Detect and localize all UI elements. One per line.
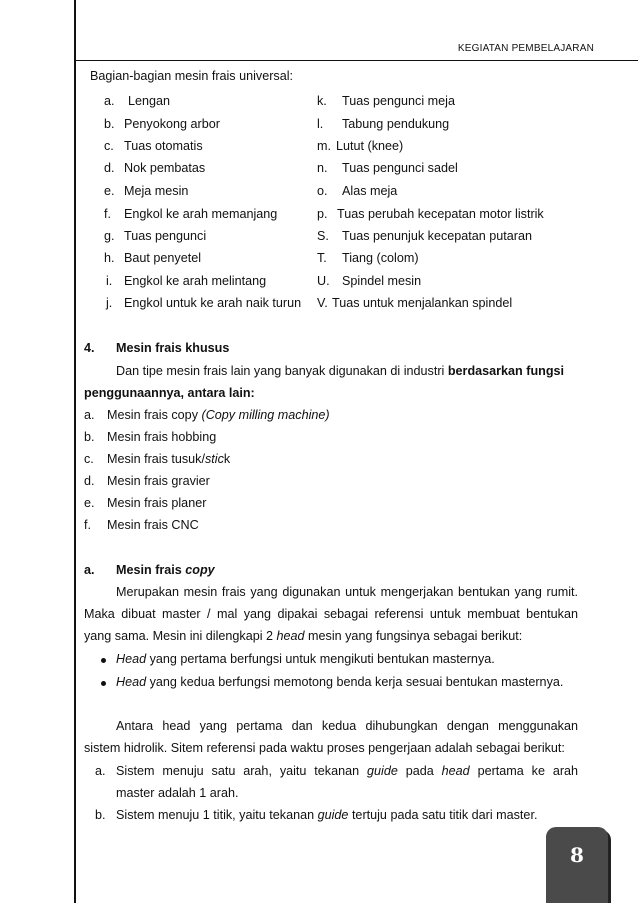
- list-item-text: Mesin frais tusuk/: [107, 452, 205, 466]
- part-letter: l.: [317, 117, 324, 131]
- parts-intro: Bagian-bagian mesin frais universal:: [90, 69, 294, 83]
- part-item: Engkol untuk ke arah naik turun: [124, 296, 302, 310]
- list-item-text: k: [223, 452, 231, 466]
- part-letter: d.: [104, 161, 115, 175]
- paragraph-emphasis: berdasarkan fungsi: [447, 364, 565, 378]
- sublist-italic: head: [441, 764, 470, 778]
- bullet-icon: [101, 658, 106, 663]
- paragraph-line: Merupakan mesin frais yang digunakan untuk mengerjakan bentukan yang rumit.: [116, 585, 578, 599]
- paragraph-line: Antara head yang pertama dan kedua dihubungkan dengan menggunakan: [116, 719, 578, 733]
- paragraph-line: sistem hidrolik. Sitem referensi pada waktu proses pengerjaan adalah sebagai berikut:: [84, 741, 565, 755]
- paragraph-text: Dan tipe mesin frais lain yang banyak digunakan di industri: [116, 364, 445, 378]
- bullet-item: [116, 652, 495, 666]
- sublist-text: Sistem menuju 1 titik, yaitu tekanan: [116, 808, 315, 822]
- list-letter: e.: [84, 496, 95, 510]
- part-letter: i.: [106, 274, 113, 288]
- part-item: Engkol ke arah melintang: [124, 274, 267, 288]
- part-letter: b.: [104, 117, 115, 131]
- subsection-letter: a.: [84, 563, 95, 577]
- subsection-title-text: Mesin frais: [116, 563, 182, 577]
- sublist-item-continued: master adalah 1 arah.: [116, 786, 239, 800]
- page-number: 8: [570, 843, 584, 867]
- part-letter: S.: [317, 229, 329, 243]
- bullet-italic: Head: [116, 675, 147, 689]
- paragraph-line: Maka dibuat master / mal yang dipakai sebagai referensi untuk membuat bentukan: [84, 607, 578, 621]
- part-letter: p.: [317, 207, 328, 221]
- page-number-tab: [546, 827, 608, 903]
- paragraph-text: yang sama. Mesin ini dilengkapi 2: [84, 629, 274, 643]
- part-letter: k.: [317, 94, 327, 108]
- paragraph-line: [116, 364, 564, 378]
- part-item: Tuas otomatis: [124, 139, 203, 153]
- list-letter: f.: [84, 518, 91, 532]
- part-item: Tuas perubah kecepatan motor listrik: [337, 207, 544, 221]
- paragraph-italic: head: [276, 629, 305, 643]
- sublist-item: [116, 808, 537, 822]
- sublist-letter: a.: [95, 764, 106, 778]
- part-letter: m.: [317, 139, 331, 153]
- part-item: Tuas pengunci meja: [342, 94, 455, 108]
- list-item: Mesin frais planer: [107, 496, 207, 510]
- list-item-text: Mesin frais copy: [107, 408, 198, 422]
- list-item: [107, 408, 330, 422]
- section-title: Mesin frais khusus: [116, 341, 230, 355]
- list-item: Mesin frais gravier: [107, 474, 210, 488]
- subsection-title-italic: copy: [185, 563, 215, 577]
- part-letter: g.: [104, 229, 115, 243]
- subsection-title: [116, 563, 215, 577]
- part-letter: f.: [104, 207, 111, 221]
- sublist-italic: guide: [367, 764, 398, 778]
- part-item: Alas meja: [342, 184, 398, 198]
- part-letter: T.: [317, 251, 327, 265]
- part-item: Spindel mesin: [342, 274, 422, 288]
- paragraph-emphasis: penggunaannya, antara lain:: [84, 386, 255, 400]
- paragraph-line: [84, 629, 522, 643]
- part-item: Tuas pengunci: [124, 229, 207, 243]
- part-letter: j.: [106, 296, 113, 310]
- part-item: Tuas penunjuk kecepatan putaran: [342, 229, 532, 243]
- part-letter: a.: [104, 94, 115, 108]
- part-letter: n.: [317, 161, 328, 175]
- header-rule: [74, 60, 638, 61]
- part-letter: o.: [317, 184, 328, 198]
- part-item: Nok pembatas: [124, 161, 206, 175]
- sublist-text: pada: [405, 764, 434, 778]
- part-item: Penyokong arbor: [124, 117, 220, 131]
- list-item-italic: (Copy milling machine): [201, 408, 330, 422]
- part-letter: U.: [317, 274, 330, 288]
- part-item: Meja mesin: [124, 184, 189, 198]
- bullet-italic: Head: [116, 652, 147, 666]
- part-item: Tuas pengunci sadel: [342, 161, 458, 175]
- list-item: Mesin frais hobbing: [107, 430, 217, 444]
- list-item: [107, 452, 230, 466]
- margin-vertical-rule: [74, 0, 76, 903]
- bullet-item: [116, 675, 563, 689]
- bullet-icon: [101, 681, 106, 686]
- part-letter: V.: [317, 296, 328, 310]
- header-label: KEGIATAN PEMBELAJARAN: [457, 43, 594, 54]
- bullet-text: yang kedua berfungsi memotong benda kerja sesuai bentukan masternya.: [149, 675, 564, 689]
- part-item: Tiang (colom): [342, 251, 419, 265]
- part-item: Tuas untuk menjalankan spindel: [332, 296, 513, 310]
- sublist-letter: b.: [95, 808, 106, 822]
- part-item: Tabung pendukung: [342, 117, 450, 131]
- part-item: Lutut (knee): [336, 139, 404, 153]
- section-number: 4.: [84, 341, 95, 355]
- sublist-italic: guide: [317, 808, 349, 822]
- list-letter: a.: [84, 408, 95, 422]
- part-item: Lengan: [128, 94, 171, 108]
- sublist-text: tertuju pada satu titik dari master.: [351, 808, 538, 822]
- sublist-text: pertama ke arah: [477, 764, 579, 778]
- bullet-text: yang pertama berfungsi untuk mengikuti bentukan masternya.: [149, 652, 495, 666]
- list-item: Mesin frais CNC: [107, 518, 199, 532]
- paragraph-text: mesin yang fungsinya sebagai berikut:: [308, 629, 523, 643]
- list-letter: b.: [84, 430, 95, 444]
- list-item-italic: stic: [204, 452, 224, 466]
- sublist-text: Sistem menuju satu arah, yaitu tekanan: [116, 764, 360, 778]
- list-letter: d.: [84, 474, 95, 488]
- part-letter: e.: [104, 184, 115, 198]
- part-item: Baut penyetel: [124, 251, 202, 265]
- part-letter: c.: [104, 139, 114, 153]
- part-item: Engkol ke arah memanjang: [124, 207, 278, 221]
- sublist-item: [116, 764, 578, 778]
- part-letter: h.: [104, 251, 115, 265]
- list-letter: c.: [84, 452, 94, 466]
